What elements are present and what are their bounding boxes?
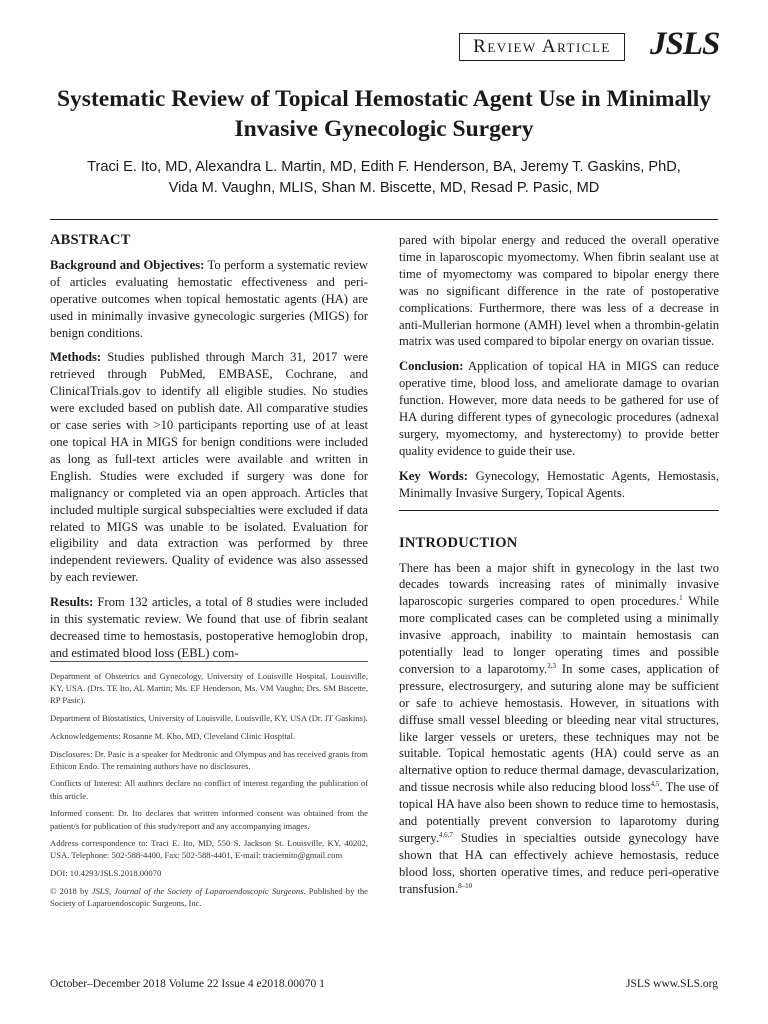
footnotes bbox=[50, 670, 368, 915]
author-list bbox=[40, 157, 728, 199]
journal-logo: JSLS bbox=[650, 26, 720, 62]
background-text: To perform a systematic review of articles evaluating hemostatic effectiveness and peri-operative outcomes when topical hemostatic agents (HA) are used in minimally invasive gynecologic surgeries (MIGS) for benign conditions. bbox=[50, 257, 368, 340]
conclusion-label: Conclusion: bbox=[399, 359, 464, 374]
methods-label: Methods: bbox=[50, 350, 102, 365]
footnote-disclosures: Disclosures: Dr. Pasic is a speaker for Medtronic and Olympus and has received grants from Ethicon Endo. The remaining authors have no disclosures. bbox=[50, 748, 368, 771]
footnote-conflicts: Conflicts of Interest: All authors declare no conflict of interest regarding the publication of this article. bbox=[50, 778, 368, 801]
introduction-heading: INTRODUCTION bbox=[399, 534, 518, 551]
left-column bbox=[50, 232, 368, 670]
citation-3: 4,5 bbox=[650, 780, 660, 789]
footnote-divider bbox=[50, 661, 368, 662]
article-title: Systematic Review of Topical Hemostatic Agent Use in Minimally Invasive Gynecologic Surgery bbox=[56, 86, 712, 142]
conclusion-text: Application of topical HA in MIGS can reduce operative time, blood loss, and ameliorate damage to ovarian function. However, more data needs to be gathered for use of HA during different types of gynecologic procedures (adnexal surgery, myomectomy, and hysterectomy) to provide better quality evidence to guide their use. bbox=[399, 359, 719, 458]
footnote-copyright: © 2018 by JSLS, Journal of the Society of Laparoendoscopic Surgeons. Published by the Society of Laparoendoscopic Surgeons, Inc. bbox=[50, 885, 368, 909]
author-line-2: Vida M. Vaughn, MLIS, Shan M. Biscette, MD, Resad P. Pasic, MD bbox=[168, 180, 600, 196]
abstract-results bbox=[50, 594, 368, 662]
keywords-text: Gynecology, Hemostatic Agents, Hemostasis, Minimally Invasive Surgery, Topical Agents. bbox=[399, 468, 719, 500]
footnote-address: Address correspondence to: Traci E. Ito, MD, 550 S. Jackson St. Louisville, KY, 40202, USA. Telephone: 502-588-4400, Fax: 502-588-4401, E-mail: traciemito@gmail.com bbox=[50, 838, 368, 861]
introduction-paragraph: There has been a major shift in gynecology in the last two decades towards increasing rates of minimally invasive laparoscopic surgeries compared to open procedures.$^1$ While more complicated cases can be completed using a minimally invasive approach, inability to maintain hemostasis can potentially lead to longer operating times and possible conversion to a laparotomy.$^{2,3}$ In some cases, application of pressure, electrosurgery, and suturing alone may be sufficient or safe to achieve hemostasis. However, in situations with diffuse small vessel bleeding or bleeding near vital structures, like larger vessels or ureters, these techniques may not be suitable. Topical hemostatic agents (HA) could serve as an alternative option to reduce thermal damage, devascularization, and tissue necrosis while also reducing blood loss$^{4,5}$. The use of topical HA have also been shown to reduce time to hemostasis, and potentially prevent conversion to laparotomy during surgery.$^{4,6,7}$ Studies in specialties outside gynecology have shown that HA can effectively achieve hemostasis, reduce blood loss, shorten operative times, and reduce peri-operative transfusion.$^{8-10}$ bbox=[399, 560, 720, 896]
citation-4: 4,6,7 bbox=[438, 830, 453, 839]
footer-journal-url: JSLS www.SLS.org bbox=[625, 978, 718, 990]
article-type-label: Review Article bbox=[459, 33, 625, 61]
abstract-heading: ABSTRACT bbox=[50, 232, 131, 248]
results-continued: pared with bipolar energy and reduced the overall operative time in laparoscopic myomectomy. When fibrin sealant use at time of myomectomy was compared to bipolar energy there was no significant difference in the rate of postoperative complications. Furthermore, there was less of a decrease in anti-Mullerian hormone (AMH) level when a thrombin-gelatin matrix was used compared to bipolar energy on ovarian tissue. bbox=[399, 233, 719, 349]
footnote-dept1: Department of Obstetrics and Gynecology, University of Louisville Hospital, Louisville, KY, USA. (Drs. TE Ito, AL Martin; Ms. EF Henderson, Ms. VM Vaughn; Drs. SM Biscette, RP Pasic). bbox=[50, 671, 368, 706]
abstract-end-rule bbox=[399, 510, 719, 511]
background-label: Background and Objectives: bbox=[50, 257, 205, 272]
results-text-left: From 132 articles, a total of 8 studies were included in this systematic review. We found that use of fibrin sealant decreased time to hemostasis, postoperative hemoglobin drop, and estimated blood loss (EBL) com- bbox=[50, 595, 368, 660]
footnote-doi: DOI: 10.4293/JSLS.2018.00070 bbox=[50, 868, 162, 879]
citation-5: 8–10 bbox=[458, 881, 473, 890]
footnote-dept2: Department of Biostatistics, University of Louisville, Louisville, KY, USA (Dr. JT Gaskins). bbox=[50, 713, 368, 724]
citation-2: 2,3 bbox=[547, 661, 556, 670]
author-line-1: Traci E. Ito, MD, Alexandra L. Martin, MD, Edith F. Henderson, BA, Jeremy T. Gaskins, PhD, bbox=[87, 159, 681, 175]
title-divider bbox=[50, 219, 718, 220]
footnote-consent: Informed consent: Dr. Ito declares that written informed consent was obtained from the patient/s for publication of this study/report and any accompanying images. bbox=[50, 808, 368, 831]
abstract-conclusion bbox=[399, 358, 719, 459]
citation-1: 1 bbox=[679, 594, 683, 603]
abstract-keywords bbox=[399, 468, 719, 502]
abstract-background bbox=[50, 257, 368, 342]
methods-text: Studies published through March 31, 2017 were retrieved through PubMed, EMBASE, Cochrane, and ClinicalTrials.gov to identify all eligible studies. No studies were excluded based on publish date. All comparative studies or case series with >10 participants reporting use of at least one topical HA in MIGS for benign conditions were included as long as full-text articles were available and written in English. Studies were excluded if surgery was done for malignancy or completed via an open approach. Articles that included multiple surgical subspecialties were excluded if data related to MIGS was unable to be isolated. Evaluation for eligibility and data extraction was performed by three independent reviewers. Quality of evidence was also assessed by each reviewer. bbox=[50, 350, 368, 585]
footer-issue-info: October–December 2018 Volume 22 Issue 4 e2018.00070 1 bbox=[50, 978, 325, 990]
keywords-label: Key Words: bbox=[399, 468, 468, 483]
results-label: Results: bbox=[50, 595, 94, 610]
abstract-methods bbox=[50, 349, 368, 586]
footnote-acknowledgements: Acknowledgements: Rosanne M. Kho, MD, Cleveland Clinic Hospital. bbox=[50, 730, 296, 741]
right-column bbox=[399, 232, 719, 906]
